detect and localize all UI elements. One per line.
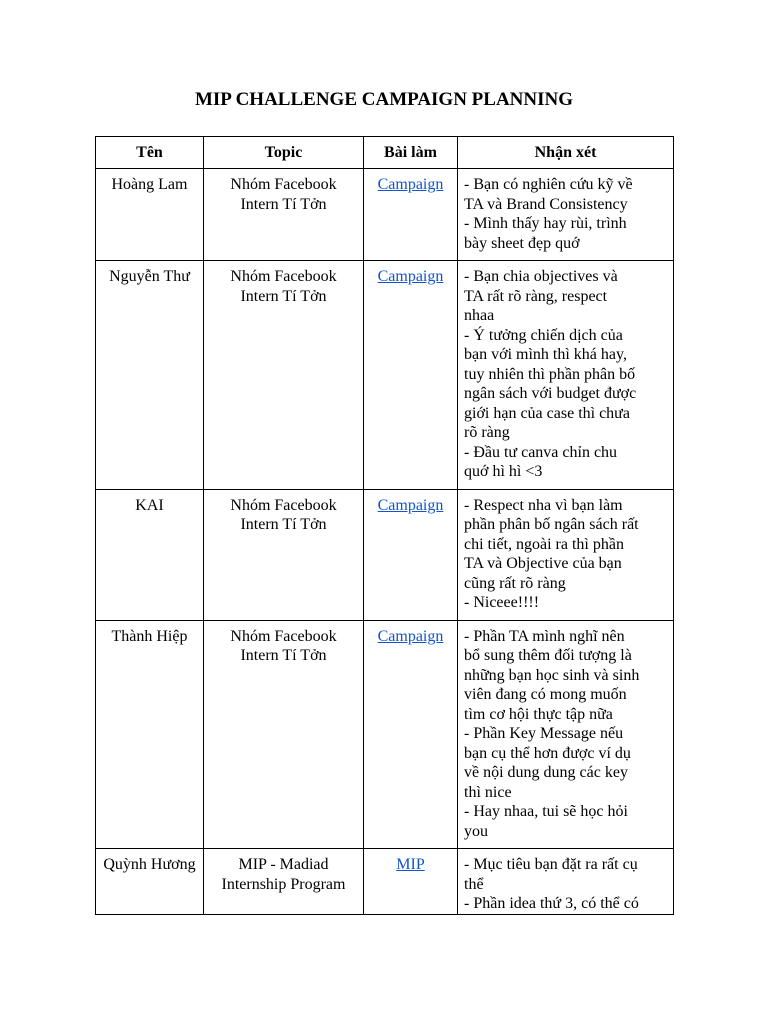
table-row xyxy=(96,489,674,620)
comment-line: bày sheet đẹp quớ xyxy=(464,234,580,252)
cell-topic: Nhóm Facebook Intern Tí Tởn xyxy=(204,489,364,620)
comment-line: cũng rất rõ ràng xyxy=(464,574,566,592)
comment-line: - Respect nha vì bạn làm xyxy=(464,496,623,514)
work-link[interactable]: MIP xyxy=(396,856,425,873)
comment-line: - Bạn có nghiên cứu kỹ về xyxy=(464,176,633,193)
comment-line: rõ ràng xyxy=(464,424,510,441)
comment-line: - Phần TA mình nghĩ nên xyxy=(464,627,625,645)
cell-work xyxy=(364,849,458,915)
work-link[interactable]: Campaign xyxy=(377,627,444,645)
comment-line: thì nice xyxy=(464,783,512,801)
table-row xyxy=(96,169,674,261)
cell-topic: Nhóm Facebook Intern Tí Tởn xyxy=(204,261,364,490)
comment-line: - Phần Key Message nếu xyxy=(464,725,624,742)
comment-line: - Mục tiêu bạn đặt ra rất cụ xyxy=(464,856,638,873)
cell-comment xyxy=(458,261,674,490)
comment-line: bạn cụ thể hơn được ví dụ xyxy=(464,744,631,762)
header-name: Tên xyxy=(96,137,204,169)
comment-line: nhaa xyxy=(464,307,495,324)
comment-line: TA và Objective của bạn xyxy=(464,555,622,572)
comment-line: - Niceee!!!! xyxy=(464,594,540,611)
comment-line: - Mình thấy hay rùi, trình xyxy=(464,215,627,232)
work-link[interactable]: Campaign xyxy=(377,268,444,285)
comment-line: - Ý tưởng chiến dịch của xyxy=(464,326,623,344)
comment-line: giới hạn của case thì chưa xyxy=(464,404,630,422)
cell-name: Nguyễn Thư xyxy=(96,261,204,490)
work-link[interactable]: Campaign xyxy=(377,496,444,514)
table-header-row xyxy=(96,137,674,169)
comment-line: - Bạn chia objectives và xyxy=(464,268,618,285)
comment-line: ngân sách với budget được xyxy=(464,385,637,402)
comment-line: quớ hì hì <3 xyxy=(464,463,543,480)
comment-line: tuy nhiên thì phần phân bố xyxy=(464,365,636,383)
cell-name: KAI xyxy=(96,489,204,620)
comment-line: - Phần idea thứ 3, có thể có xyxy=(464,895,639,912)
work-link[interactable]: Campaign xyxy=(377,176,444,193)
comment-line: viên đang có mong muốn xyxy=(464,686,627,703)
cell-name: Quỳnh Hương xyxy=(96,849,204,915)
comment-line: TA rất rõ ràng, respect xyxy=(464,287,608,305)
comment-line: bạn với mình thì khá hay, xyxy=(464,346,627,363)
comment-line: những bạn học sinh và sinh xyxy=(464,666,640,684)
header-topic: Topic xyxy=(204,137,364,169)
table-row xyxy=(96,849,674,915)
page-title: MIP CHALLENGE CAMPAIGN PLANNING xyxy=(194,89,574,110)
header-comment: Nhận xét xyxy=(458,137,674,169)
comment-line: bổ sung thêm đối tượng là xyxy=(464,647,632,664)
cell-work xyxy=(364,489,458,620)
comment-line: - Hay nhaa, tui sẽ học hỏi xyxy=(464,803,628,820)
table-body xyxy=(96,169,674,915)
cell-comment xyxy=(458,849,674,915)
cell-work xyxy=(364,169,458,261)
table-row xyxy=(96,261,674,490)
cell-comment xyxy=(458,169,674,261)
comment-line: tìm cơ hội thực tập nữa xyxy=(464,705,613,723)
cell-comment xyxy=(458,620,674,849)
comment-line: chi tiết, ngoài ra thì phần xyxy=(464,535,624,553)
cell-topic: MIP - Madiad Internship Program xyxy=(204,849,364,915)
comment-line: phần phân bố ngân sách rất xyxy=(464,516,639,533)
table-row xyxy=(96,620,674,849)
cell-name: Hoàng Lam xyxy=(96,169,204,261)
comment-line: TA và Brand Consistency xyxy=(464,195,628,213)
cell-comment xyxy=(458,489,674,620)
cell-name: Thành Hiệp xyxy=(96,620,204,849)
comment-line: - Đầu tư canva chỉn chu xyxy=(464,443,618,461)
cell-work xyxy=(364,261,458,490)
cell-work xyxy=(364,620,458,849)
comment-line: về nội dung dung các key xyxy=(464,764,628,781)
cell-topic: Nhóm Facebook Intern Tí Tởn xyxy=(204,620,364,849)
header-work: Bài làm xyxy=(364,137,458,169)
comment-line: thể xyxy=(464,875,484,893)
cell-topic: Nhóm Facebook Intern Tí Tởn xyxy=(204,169,364,261)
comment-line: you xyxy=(464,822,488,840)
campaign-planning-table xyxy=(95,136,674,915)
